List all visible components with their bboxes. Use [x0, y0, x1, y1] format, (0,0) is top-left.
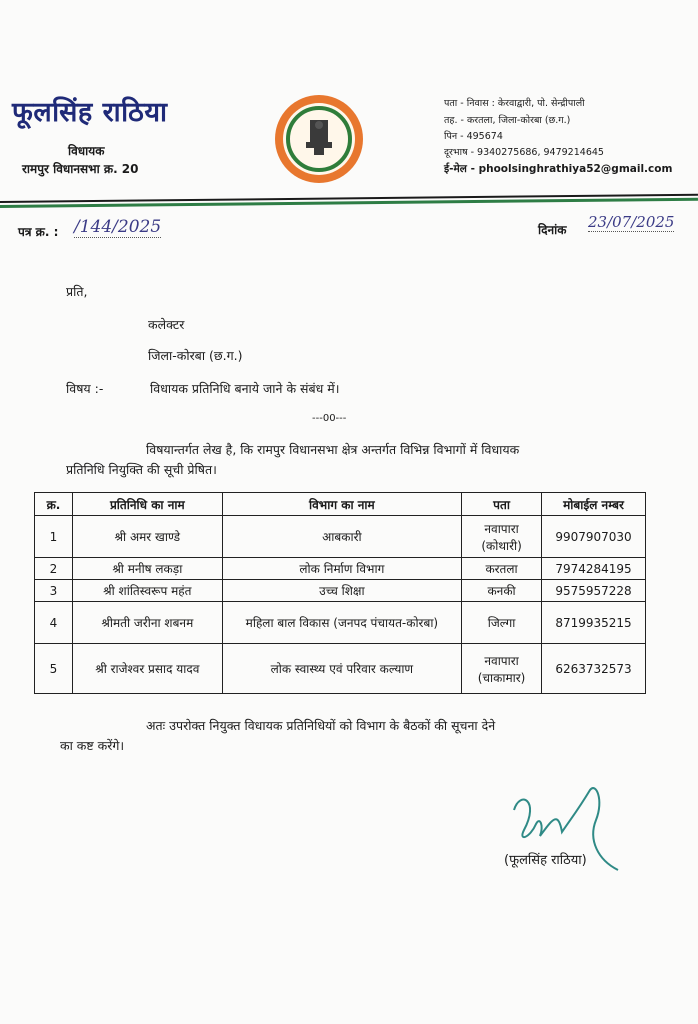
row-dept: उच्च शिक्षा — [222, 580, 461, 602]
table-row — [35, 644, 646, 694]
row-address: नवापारा (चाकामार) — [462, 644, 542, 694]
assembly-emblem-icon — [272, 92, 366, 186]
designation: विधायक — [68, 144, 105, 158]
date-label: दिनांक — [538, 223, 567, 237]
letter-number-label: पत्र क्र. : — [18, 225, 59, 239]
row-name: श्री राजेश्वर प्रसाद यादव — [72, 644, 222, 694]
row-address: जिल्गा — [462, 602, 542, 644]
row-sno: 1 — [35, 516, 73, 558]
date-value: 23/07/2025 — [588, 213, 675, 231]
table-row — [35, 516, 646, 558]
author-name: फूलसिंह राठिया — [12, 97, 168, 128]
header-name: प्रतिनिधि का नाम — [72, 493, 222, 516]
constituency: रामपुर विधानसभा क्र. 20 — [22, 162, 139, 176]
row-sno: 4 — [35, 602, 73, 644]
row-name: श्री अमर खाण्डे — [72, 516, 222, 558]
row-sno: 2 — [35, 558, 73, 580]
contact-tehsil: तह. - करतला, जिला-कोरबा (छ.ग.) — [444, 115, 571, 126]
row-dept: लोक स्वास्थ्य एवं परिवार कल्याण — [222, 644, 461, 694]
separator: ---00--- — [312, 413, 347, 424]
subject-label: विषय :- — [66, 381, 104, 396]
row-dept: आबकारी — [222, 516, 461, 558]
row-mobile: 9907907030 — [542, 516, 646, 558]
prati: प्रति, — [66, 284, 88, 299]
header-dept: विभाग का नाम — [222, 493, 461, 516]
closing-line-2: का कष्ट करेंगे। — [60, 738, 125, 753]
subject-text: विधायक प्रतिनिधि बनाये जाने के संबंध में। — [150, 381, 340, 396]
representatives-table — [34, 492, 646, 694]
row-dept: महिला बाल विकास (जनपद पंचायत-कोरबा) — [222, 602, 461, 644]
row-mobile: 8719935215 — [542, 602, 646, 644]
addressee-title: कलेक्टर — [148, 317, 185, 332]
row-dept: लोक निर्माण विभाग — [222, 558, 461, 580]
row-mobile: 7974284195 — [542, 558, 646, 580]
closing-line-1: अतः उपरोक्त नियुक्त विधायक प्रतिनिधियों को विभाग के बैठकों की सूचना देने — [146, 718, 496, 733]
contact-address: पता - निवास : केरवाद्वारी, पो. सेन्द्रीपाली — [444, 98, 585, 109]
table-row — [35, 558, 646, 580]
row-name: श्रीमती जरीना शबनम — [72, 602, 222, 644]
table-row — [35, 580, 646, 602]
addressee-district: जिला-कोरबा (छ.ग.) — [148, 348, 243, 363]
header-mobile: मोबाईल नम्बर — [542, 493, 646, 516]
row-name: श्री शांतिस्वरूप महंत — [72, 580, 222, 602]
row-address: कनकी — [462, 580, 542, 602]
row-sno: 5 — [35, 644, 73, 694]
contact-phone: दूरभाष - 9340275686, 9479214645 — [444, 147, 604, 158]
signature-name: (फूलसिंह राठिया) — [504, 853, 587, 868]
row-sno: 3 — [35, 580, 73, 602]
table-row — [35, 602, 646, 644]
contact-email: ई-मेल - phoolsinghrathiya52@gmail.com — [444, 163, 673, 175]
row-name: श्री मनीष लकड़ा — [72, 558, 222, 580]
table-header-row — [35, 493, 646, 516]
contact-pin: पिन - 495674 — [444, 131, 503, 142]
header-sno: क्र. — [35, 493, 73, 516]
row-mobile: 9575957228 — [542, 580, 646, 602]
row-mobile: 6263732573 — [542, 644, 646, 694]
letter-number-value: /144/2025 — [74, 217, 162, 237]
intro-line-1: विषयान्तर्गत लेख है, कि रामपुर विधानसभा क्षेत्र अन्तर्गत विभिन्न विभागों में विधायक — [146, 442, 520, 457]
row-address: करतला — [462, 558, 542, 580]
header-address: पता — [462, 493, 542, 516]
intro-line-2: प्रतिनिधि नियुक्ति की सूची प्रेषित। — [66, 462, 217, 477]
row-address: नवापारा (कोथारी) — [462, 516, 542, 558]
